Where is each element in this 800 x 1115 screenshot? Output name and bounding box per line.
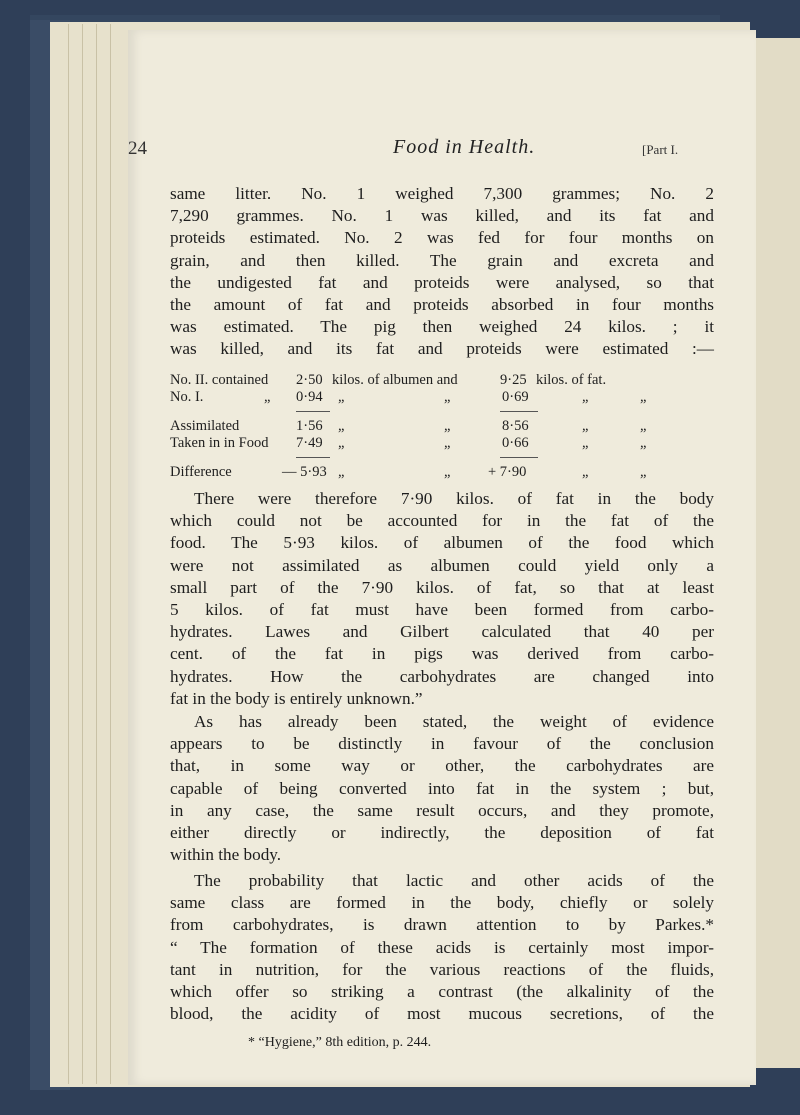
row-label: Difference [170,464,232,480]
text-line: There were therefore 7·90 kilos. of fat in the body [194,489,714,508]
paragraph-top [170,183,714,361]
text-line: was estimated. The pig then weighed 24 kilos. ; it [170,317,714,337]
running-head [128,138,756,162]
ditto-mark: „ [444,389,451,405]
text-line: in any case, the same result occurs, and they promote, [170,800,714,820]
ditto-mark: „ [640,389,647,405]
text-line: hydrates. How the carbohydrates are changed into [170,666,714,686]
ditto-mark: „ [444,435,451,451]
text-line: proteids estimated. No. 2 was fed for four months on [170,228,714,248]
text-line: hydrates. Lawes and Gilbert calculated that 40 per [170,622,714,642]
text-line: food. The 5·93 kilos. of albumen of the food which [170,533,714,553]
page-edge-line [68,24,69,1084]
text-line: capable of being converted into fat in the system ; but, [170,778,714,798]
text-line: As has already been stated, the weight of evidence [194,712,714,731]
text-line: fat in the body is entirely unknown.” [170,688,423,708]
running-title: Food in Health. [393,136,536,158]
paragraph-quote-end [170,488,714,710]
text-line: either directly or indirectly, the deposition of fat [170,822,714,842]
paragraph-evidence [170,711,714,866]
sum-rule [500,457,538,458]
text-line: within the body. [170,845,282,865]
albumen-value: 0·94 [296,389,323,405]
sum-rule [500,411,538,412]
text-line: The probability that lactic and other acids of the [194,871,714,890]
ditto-mark: „ [582,418,589,434]
text-line: which offer so striking a contrast (the alkalinity of the [170,981,714,1001]
text-line: the undigested fat and proteids were analysed, so that [170,272,714,292]
ditto-mark: „ [640,464,647,480]
ditto-mark: „ [264,389,271,405]
paragraph-acids [170,870,714,1025]
ditto-mark: „ [582,464,589,480]
page-edge-line [82,24,83,1084]
text-line: “ The formation of these acids is certainly most impor- [170,937,714,957]
ditto-mark: „ [582,389,589,405]
fat-albumen-table [170,372,690,492]
text-line: that, in some way or other, the carbohydrates are [170,756,714,776]
albumen-value: 7·49 [296,435,323,451]
text-line: same litter. No. 1 weighed 7,300 grammes; No. 2 [170,184,714,203]
fat-value: 0·69 [502,389,529,405]
text-line: 7,290 grammes. No. 1 was killed, and its fat and [170,206,714,226]
sum-rule [296,457,330,458]
ditto-mark: „ [338,464,345,480]
text-line: 5 kilos. of fat must have been formed from carbo- [170,599,714,619]
ditto-mark: „ [640,418,647,434]
text-line: blood, the acidity of most mucous secretions, of the [170,1004,714,1024]
ditto-mark: „ [640,435,647,451]
footnote: * “Hygiene,” 8th edition, p. 244. [248,1035,432,1050]
book-page [128,30,756,1085]
row-label: No. I. [170,389,204,405]
facing-page-edge [750,38,800,1068]
text-line: which could not be accounted for in the fat of the [170,511,714,531]
text-line: from carbohydrates, is drawn attention to by Parkes.* [170,915,714,935]
ditto-mark: „ [338,418,345,434]
page-edge-line [110,24,111,1084]
sum-rule [296,411,330,412]
albumen-value: 2·50 [296,372,323,388]
fat-value: 8·56 [502,418,529,434]
ditto-mark: „ [338,389,345,405]
row-label: No. II. contained [170,372,269,388]
page-number: 24 [128,138,147,159]
row-label: Assimilated [170,418,240,434]
page-edge-line [96,24,97,1084]
fat-value: 9·25 [500,372,527,388]
text-line: same class are formed in the body, chiefly or solely [170,893,714,913]
albumen-value: — 5·93 [282,464,327,480]
text-line: the amount of fat and proteids absorbed in four months [170,294,714,314]
ditto-mark: „ [582,435,589,451]
fat-value: + 7·90 [488,464,527,480]
text-line: appears to be distinctly in favour of the conclusion [170,734,714,754]
unit-text: kilos. of fat. [536,372,607,388]
text-line: were not assimilated as albumen could yield only a [170,555,714,575]
text-line: grain, and then killed. The grain and excreta and [170,250,714,270]
text-line: cent. of the fat in pigs was derived from carbo- [170,644,714,664]
albumen-value: 1·56 [296,418,323,434]
ditto-mark: „ [444,418,451,434]
text-line: tant in nutrition, for the various reactions of the fluids, [170,959,714,979]
fat-value: 0·66 [502,435,529,451]
text-line: was killed, and its fat and proteids were estimated :— [170,339,714,359]
unit-text: kilos. of albumen and [332,372,458,388]
part-label: [Part I. [642,142,679,157]
row-label: Taken in in Food [170,435,269,451]
ditto-mark: „ [444,464,451,480]
ditto-mark: „ [338,435,345,451]
text-line: small part of the 7·90 kilos. of fat, so that at least [170,577,714,597]
